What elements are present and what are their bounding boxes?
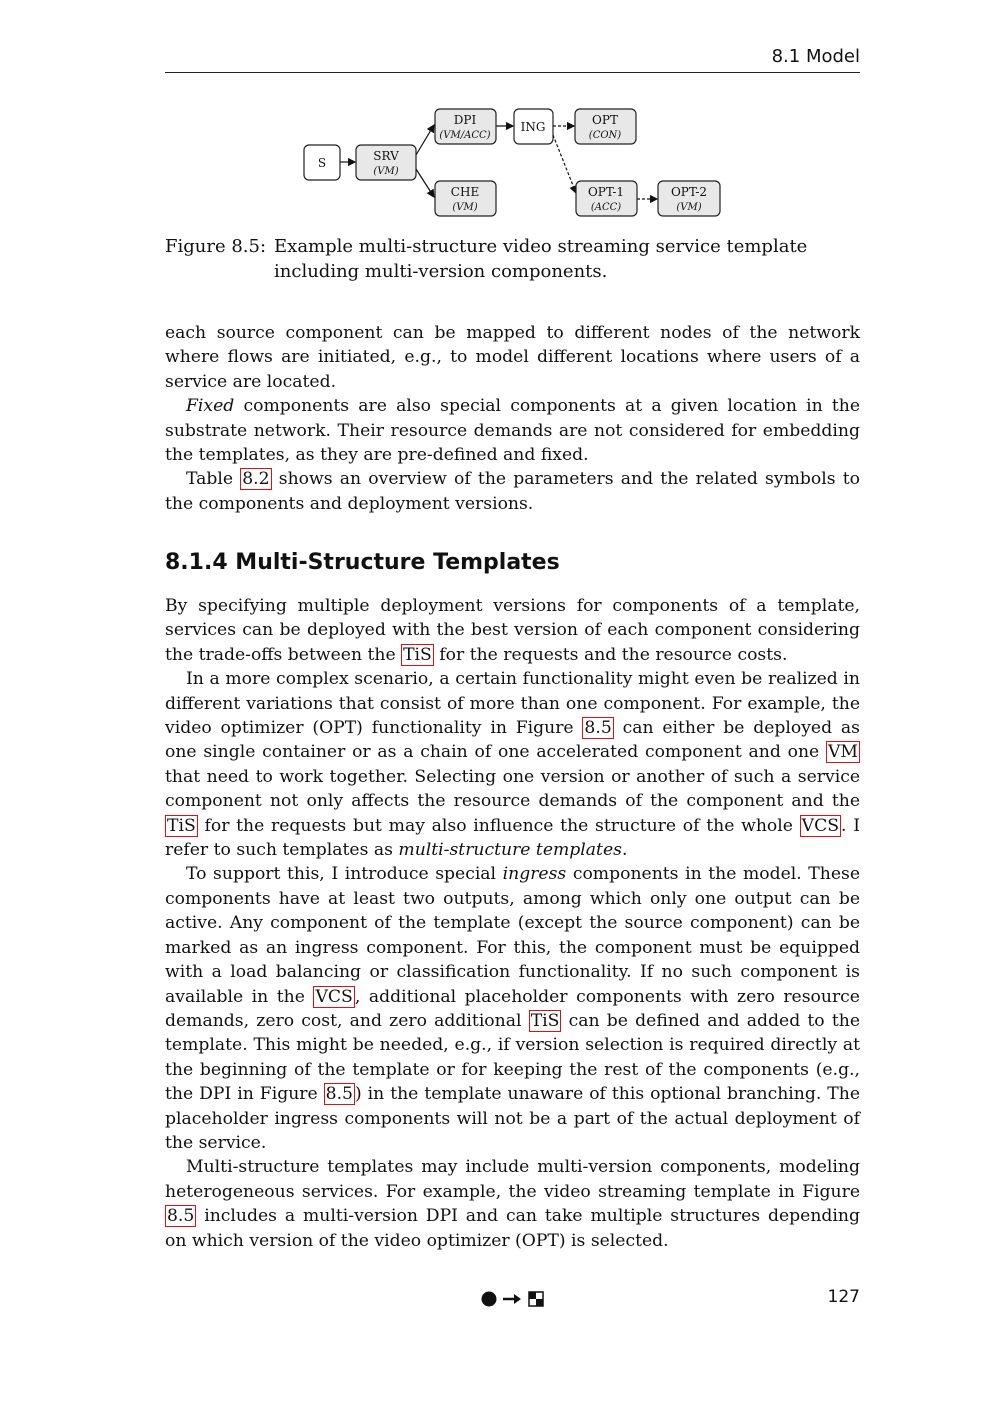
node-opt-label: OPT (592, 113, 618, 127)
figure-ref-link[interactable]: 8.5 (167, 1206, 195, 1227)
running-header (165, 46, 860, 73)
emphasis-text: Fixed (186, 396, 235, 417)
acronym-link-vcs[interactable]: VCS (801, 815, 839, 836)
node-dpi (435, 109, 496, 144)
paragraph (165, 594, 860, 667)
node-opt-2 (658, 181, 720, 216)
acronym-link-tis[interactable]: TiS (403, 644, 432, 665)
node-ing (514, 109, 553, 144)
paragraph-text: shows an overview of the parameters and the related symbols to the components and deployment versions. (165, 469, 860, 514)
filled-circle-icon (482, 1292, 497, 1307)
node-opt-sub: (CON) (588, 130, 622, 141)
node-che-label: CHE (450, 185, 480, 199)
paragraph-text: . I refer to such templates as (165, 815, 860, 861)
paragraph (165, 862, 860, 1155)
table-ref-link[interactable]: 8.2 (242, 469, 270, 490)
node-opt-1 (576, 181, 637, 216)
checker-square-icon (529, 1292, 543, 1306)
service-template-diagram (300, 105, 730, 223)
paragraph-text: for the requests and the resource costs. (433, 644, 788, 665)
paragraph (165, 321, 860, 394)
caption-label: Figure 8.5: (165, 236, 267, 257)
node-srv-label: SRV (373, 149, 399, 163)
edge-srv-dpi (416, 125, 434, 155)
paragraph (165, 394, 860, 467)
page-number: 127 (827, 1287, 860, 1307)
node-che-sub: (VM) (452, 202, 478, 213)
node-opt (575, 109, 636, 144)
paragraph (165, 667, 860, 862)
paragraph-text: To support this, I introduce special (186, 864, 503, 885)
paragraph-text: By specifying multiple deployment versions for components of a template, services can be deployed with the best version of each component considering the trade-offs between the (165, 596, 860, 665)
paragraph (165, 467, 860, 516)
body-text-section (165, 594, 860, 1253)
paragraph-text: includes a multi-version DPI and can take multiple structures depending on which version of the video optimizer (OPT) is selected. (165, 1206, 860, 1251)
paragraph-text: components are also special components at a given location in the substrate network. Their resource demands are not considered for embedding the templates, as they are pre-defined and fixed. (165, 396, 860, 466)
figure-8-5-diagram (300, 105, 730, 223)
acronym-link-tis[interactable]: TiS (167, 815, 196, 836)
edge-ing-opt1 (553, 135, 576, 193)
paragraph-text: , additional placeholder components with zero resource demands, zero cost, and zero additional (165, 986, 860, 1031)
emphasis-text: multi-structure templates (398, 840, 622, 861)
paragraph-text: components in the model. These components have at least two outputs, among which only one output can be active. Any component of the template (except the source component) can be marked as an ingress component. For this, the component must be equipped with a load balancing or classification functionality. If no such component is available in the (165, 864, 860, 1007)
acronym-link-vcs[interactable]: VCS (315, 986, 353, 1007)
node-srv (356, 145, 416, 180)
node-ing-label: ING (520, 120, 546, 134)
node-opt-2-sub: (VM) (676, 202, 702, 213)
paragraph-text: for the requests but may also influence the structure of the whole (197, 815, 800, 836)
paragraph-text: can be defined and added to the template. This might be needed, e.g., if version selection is required directly at the beginning of the template or for keeping the rest of the components (e.g., the DPI in Figure (165, 1010, 861, 1105)
emphasis-text: ingress (502, 864, 567, 885)
paragraph-text: Table (186, 469, 241, 490)
acronym-link-vm[interactable]: VM (827, 742, 858, 763)
figure-ref-link[interactable]: 8.5 (584, 718, 612, 739)
paragraph-text: In a more complex scenario, a certain functionality might even be realized in different variations that consist of more than one component. For example, the video optimizer (OPT) functionality in Figure (165, 669, 860, 739)
node-s-label: S (317, 156, 327, 170)
node-srv-sub: (VM) (373, 166, 399, 177)
section-heading: 8.1.4 Multi-Structure Templates (165, 550, 560, 575)
figure-caption (165, 234, 860, 284)
paragraph-text: Multi-structure templates may include multi-version components, modeling heterogeneous services. For example, the video streaming template in Figure (165, 1157, 860, 1202)
arrow-right-icon (503, 1294, 521, 1304)
edge-srv-che (416, 169, 434, 197)
node-che (435, 181, 496, 216)
paragraph-text: each source component can be mapped to different nodes of the network where flows are initiated, e.g., to model different locations where users of a service are located. (165, 323, 860, 392)
caption-text: Example multi-structure video streaming service template including multi-version components. (274, 236, 808, 282)
node-dpi-label: DPI (453, 113, 477, 127)
paragraph-text: can either be deployed as one single container or as a chain of one accelerated component and one (165, 718, 860, 763)
figure-ref-link[interactable]: 8.5 (325, 1084, 353, 1105)
body-text-upper (165, 321, 860, 516)
footer-chapter-glyphs (480, 1289, 550, 1309)
node-dpi-sub: (VM/ACC) (439, 130, 491, 141)
node-s (304, 145, 340, 180)
paragraph-text: that need to work together. Selecting one version or another of such a service component not only affects the resource demands of the component and the (165, 766, 860, 812)
paragraph (165, 1155, 860, 1253)
paragraph-text: ) in the template unaware of this optional branching. The placeholder ingress components will not be a part of the actual deployment of the service. (165, 1084, 860, 1153)
running-title: 8.1 Model (771, 46, 860, 67)
chapter-glyph-icons (480, 1289, 550, 1309)
paragraph-text: . (621, 840, 628, 861)
acronym-link-tis[interactable]: TiS (530, 1010, 560, 1031)
node-opt-2-label: OPT-2 (670, 185, 708, 199)
node-opt-1-label: OPT-1 (587, 185, 625, 199)
node-opt-1-sub: (ACC) (590, 202, 622, 213)
